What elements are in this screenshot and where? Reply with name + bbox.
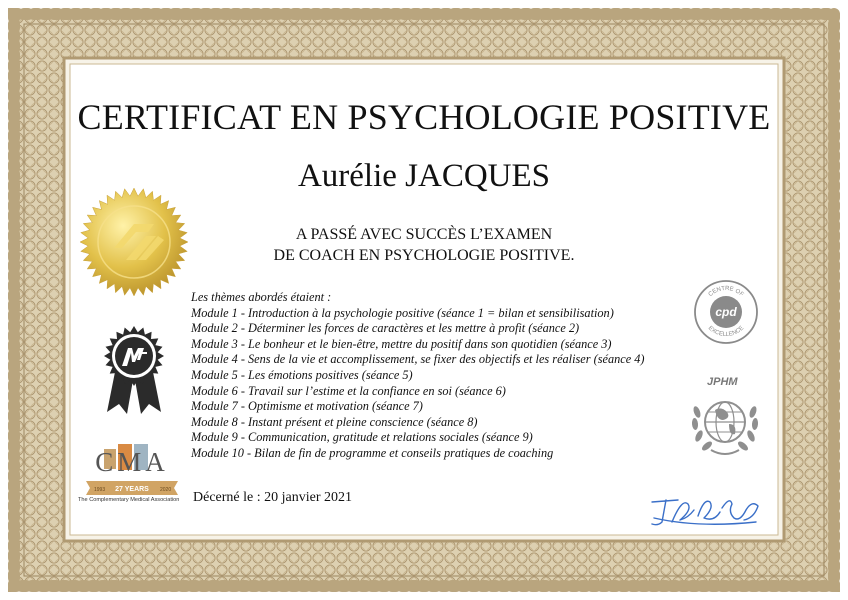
cma-letters: CMA — [95, 447, 169, 477]
cpd-center-text: cpd — [715, 305, 737, 319]
cma-caption: The Complementary Medical Association — [78, 497, 180, 503]
passed-line-2: DE COACH EN PSYCHOLOGIE POSITIVE. — [273, 247, 575, 264]
recipient-name: Aurélie JACQUES — [297, 158, 551, 194]
themes-intro: Les thèmes abordés étaient : — [191, 290, 332, 304]
signature-icon — [648, 488, 764, 530]
certificate-title: CERTIFICAT EN PSYCHOLOGIE POSITIVE — [77, 97, 771, 137]
module-item: Module 6 - Travail sur l’estime et la confiance en soi (séance 6) — [191, 383, 506, 398]
cpd-logo-icon — [692, 278, 760, 346]
jphm-globe-laurel-icon — [685, 390, 765, 462]
module-item: Module 10 - Bilan de fin de programme et conseils pratiques de coaching — [191, 445, 554, 460]
module-item: Module 8 - Instant présent et pleine conscience (séance 8) — [191, 414, 478, 429]
cma-year-end: 2020 — [160, 487, 172, 493]
cpd-top-text: CENTRE OF — [707, 285, 745, 299]
cpd-bottom-text: EXCELLENCE — [706, 325, 746, 339]
cma-year-start: 1993 — [94, 487, 106, 493]
award-date: Décerné le : 20 janvier 2021 — [193, 490, 352, 505]
module-item: Module 3 - Le bonheur et le bien-être, mettre du positif dans son quotidien (séance 3) — [191, 336, 612, 351]
module-item: Module 5 - Les émotions positives (séance 5) — [191, 367, 413, 382]
module-item: Module 7 - Optimisme et motivation (séance 7) — [191, 399, 423, 414]
module-item: Module 9 - Communication, gratitude et relations sociales (séance 9) — [191, 430, 533, 445]
module-item: Module 4 - Sens de la vie et accomplissement, se fixer des objectifs et les réaliser (séance 4) — [191, 352, 645, 367]
passed-line-1: A PASSÉ AVEC SUCCÈS L’EXAMEN — [295, 226, 553, 243]
cma-emblem-icon — [80, 441, 184, 497]
mf-badge-icon — [97, 322, 171, 416]
cma-years: 27 YEARS — [115, 486, 149, 493]
module-item: Module 1 - Introduction à la psychologie positive (séance 1 = bilan et sensibilisation) — [191, 305, 614, 320]
passed-statement — [0, 224, 848, 266]
jphm-label: JPHM — [707, 376, 738, 388]
modules-list — [191, 290, 644, 462]
module-item: Module 2 - Déterminer les forces de caractères et les mettre à profit (séance 2) — [191, 321, 580, 336]
